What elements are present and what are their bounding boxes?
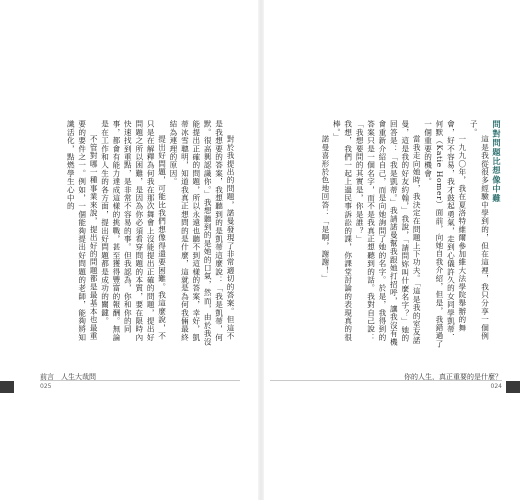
right-paragraph-3: 當我走向她時，我決定在問題上下功夫。「這是我的室友諾曼，這是我的好友約翰，」我說，「請問妳叫什麼名字？」她的回答是：「我是凱蒂。」我請諾曼幫我跟她打招呼，讓我沒有機會重新介紹自己，而是向她詢問了她的名字。於是，我得到的答案只是一個名字，而不是我真正想聽到的話。我對自己說：「我想要問的其實是，你是誰？」: [355, 120, 422, 346]
right-running-footer: 你的人生，真正重要的是什麼？: [404, 373, 502, 381]
right-paragraph-4: 我想，我們一起上過民事訴訟的課，你課堂討論的表現真的很棒。」: [332, 120, 353, 342]
left-page: [0, 0, 258, 500]
right-page-body: [277, 120, 502, 348]
right-paragraph-2: 一九九〇年，我在夏洛特維爾參加維大法學院舉辦的舞會，好不容易，我才鼓起勇氣，走到心儀許久的女同學凱蒂．何默（Katie Homer）面前，向她自我介紹，但是，我錯過了一個重要的機會。: [423, 120, 467, 348]
right-paragraph-1: 這是我從很多經驗中學到的，但在這裡，我只分享一個例子。: [469, 120, 490, 341]
left-running-footer: 前言 人生大哉問: [40, 373, 96, 381]
left-paragraph-1: 對於我提出的問題，諾曼發現了非常適切的答案。但這不是我想要的答案，我想聽到的是凱蒂這麼說：「我是凱蒂，何默。很高興認識你。」我想聽到的是她的口氣，然而，由於我沒能提出正確的問題，所以永遠也聽不到這樣的答案，幸好，凱蒂冰雪聰明，知道我真正想問的是什麼，這就是為何我倆最終結為連理的原因。: [168, 120, 235, 346]
left-paragraph-3: 不管對哪一種事業來說，提出好的問題都是最基本也最重要的要件之一。例如，一個能夠提出好問題的老師，能夠將知識活化，點燃學生心中的: [66, 120, 99, 342]
left-page-number: 025: [40, 383, 52, 390]
left-footer-rule: [40, 380, 240, 381]
left-page-body: [26, 120, 236, 348]
right-footer-rule: [270, 380, 502, 381]
right-page: [264, 0, 520, 500]
right-page-number: 024: [490, 383, 502, 390]
left-paragraph-2: 提出好問題，可能比我們想像得還要困難。我這麼說，不只是在解釋為何我在那次舞會上沒能提出正確的問題，提出好問題之所以困難，是因為你必須看穿問題的本質，要在限時內快速找到重點，是非常不容易的事。但我認為，你和你的同事，都會有能力達成這樣的挑戰，甚至獲得豐富的報酬。無論是在工作和人生的各方面，提出好問題都是成功的關鍵。: [100, 120, 167, 342]
right-corner-bar: [506, 381, 520, 393]
left-corner-bar: [0, 381, 14, 393]
right-paragraph-5: 諾曼喜形於色地回答：「是啊，謝謝！」: [320, 135, 330, 283]
section-heading: 問對問題比想像中難: [492, 120, 502, 203]
